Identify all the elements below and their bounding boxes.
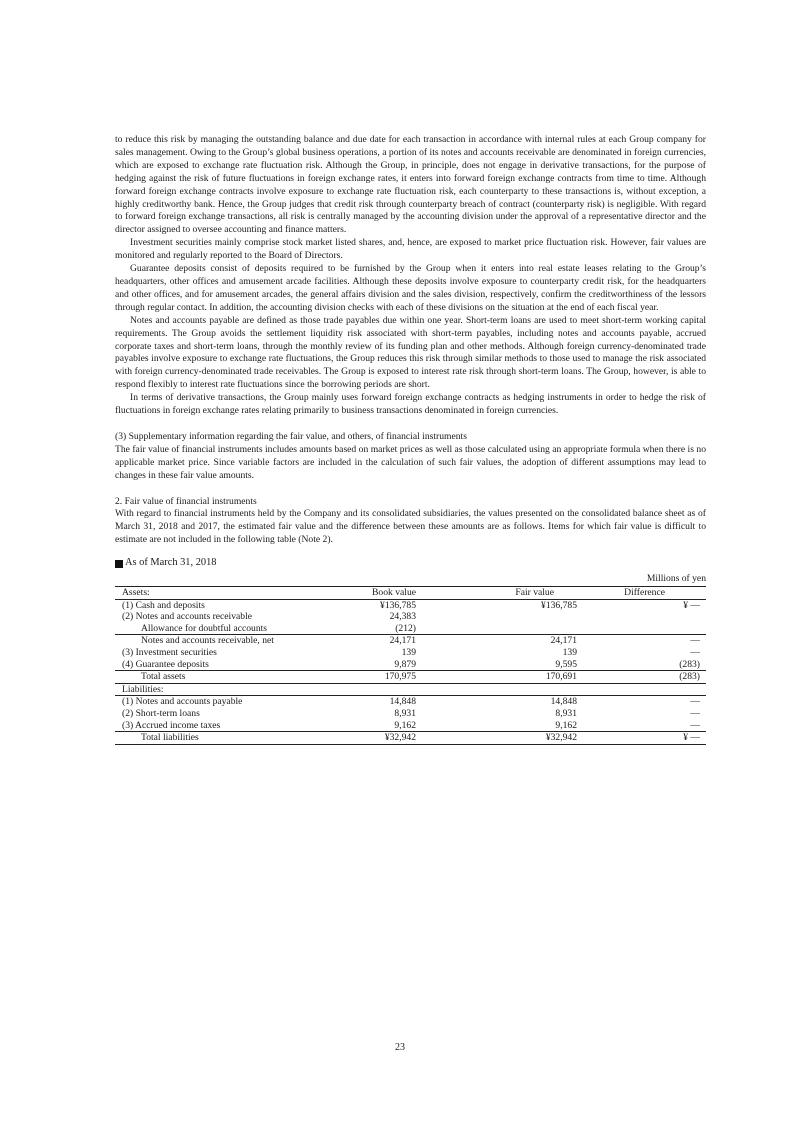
table-row: (1) Cash and deposits ¥136,785 ¥136,785 ¥ —	[122, 599, 700, 611]
paragraph-investment-securities: Investment securities mainly comprise stock market listed shares, and, hence, are exposed to market price fluctuation risk. However, fair values are monitored and regularly reported to the Board of Directors.	[115, 237, 706, 262]
paragraph-credit-risk: to reduce this risk by managing the outstanding balance and due date for each transaction in accordance with internal rules at each Group company for sales management. Owing to the Group’s global business operations, a portion of its notes and accounts receivable are denominated in foreign currencies, which are exposed to exchange rate fluctuation risk. Although the Group, in principle, does not engage in derivative transactions, for the purpose of hedging against the risk of future fluctuations in foreign exchange rates, it enters into forward foreign exchange contracts from time to time. Although forward foreign exchange contracts involve exposure to exchange rate fluctuation risk, each counterparty to these transactions is, without exception, a highly creditworthy bank. Hence, the Group judges that credit risk through counterparty breach of contract (counterparty risk) is negligible. With regard to forward foreign exchange transactions, all risk is centrally managed by the accounting division under the approval of a representative director and the director assigned to oversee accounting and finance matters.	[115, 134, 706, 236]
table-row: (3) Investment securities 139 139 —	[122, 646, 700, 658]
fair-value-table	[115, 586, 706, 745]
table-row-liabilities-heading: Liabilities:	[115, 683, 706, 696]
table-units: Millions of yen	[646, 573, 706, 585]
table-row-total-liabilities: Total liabilities ¥32,942 ¥32,942 ¥ —	[115, 732, 706, 745]
paragraph-derivatives: In terms of derivative transactions, the Group mainly uses forward foreign exchange contracts as hedging instruments in order to hedge the risk of fluctuations in foreign exchange rates relating primarily to business transactions denominated in foreign currencies.	[115, 392, 706, 417]
table-header-row	[115, 587, 706, 600]
paragraph-supplementary: The fair value of financial instruments includes amounts based on market prices as well as those calculated using an appropriate formula when there is no applicable market price. Since variable factors are included in the calculation of such fair values, the adoption of different assumptions may lead to changes in these fair value amounts.	[115, 443, 706, 481]
section-heading-supplementary: (3) Supplementary information regarding the fair value, and others, of financial instruments	[115, 430, 467, 442]
paragraph-fair-value: With regard to financial instruments held by the Company and its consolidated subsidiaries, the values presented on the consolidated balance sheet as of March 31, 2018 and 2017, the estimated fair value and the difference between these amounts are as follows. Items for which fair value is difficult to estimate are not included in the following table (Note 2).	[115, 508, 706, 546]
table-row: (4) Guarantee deposits 9,879 9,595 (283)	[122, 658, 700, 670]
header-book-value: Book value	[341, 587, 416, 600]
header-assets: Assets:	[115, 587, 341, 600]
table-row-total-assets: Total assets 170,975 170,691 (283)	[115, 671, 706, 684]
header-fair-value: Fair value	[416, 587, 577, 600]
paragraph-guarantee-deposits: Guarantee deposits consist of deposits required to be furnished by the Group when it enters into real estate leases relating to the Group’s headquarters, other offices and amusement arcade facilities. Although these deposits involve exposure to counterparty credit risk, for the headquarters and other offices, and for amusement arcades, the general affairs division and the sales division, respectively, confirm the creditworthiness of the lessors through regular contact. In addition, the accounting division checks with each of these divisions on the situation at the end of each fiscal year.	[115, 263, 706, 313]
black-square-icon	[115, 560, 123, 568]
section-heading-fair-value: 2. Fair value of financial instruments	[115, 495, 257, 507]
table-row: (3) Accrued income taxes 9,162 9,162 —	[122, 719, 700, 731]
table-title-text: As of March 31, 2018	[125, 557, 217, 569]
table-row: Notes and accounts receivable, net 24,171 24,171 —	[115, 635, 706, 647]
header-difference: Difference	[577, 587, 706, 600]
table-row: (2) Notes and accounts receivable 24,383	[122, 611, 416, 623]
table-title	[115, 557, 706, 570]
document-body	[115, 134, 706, 745]
table-row: (2) Short-term loans 8,931 8,931 —	[122, 707, 700, 719]
table-row: Allowance for doubtful accounts (212)	[141, 622, 416, 634]
paragraph-notes-payable: Notes and accounts payable are defined as those trade payables due within one year. Short-term loans are used to meet short-term working capital requirements. The Group avoids the settlement liquidity risk associated with short-term payables, including notes and accounts payable, accrued corporate taxes and short-term loans, through the monthly review of its funding plan and other methods. Although foreign currency-denominated trade payables involve exposure to exchange rate fluctuations, the Group reduces this risk through similar methods to those used to manage the risk associated with foreign currency-denominated trade receivables. The Group is exposed to interest rate risk through short-term loans. The Group, however, is able to respond flexibly to interest rate fluctuations since the borrowing periods are short.	[115, 314, 706, 391]
table-row: (1) Notes and accounts payable 14,848 14,848 —	[122, 696, 700, 708]
page-number: 23	[395, 1042, 405, 1053]
